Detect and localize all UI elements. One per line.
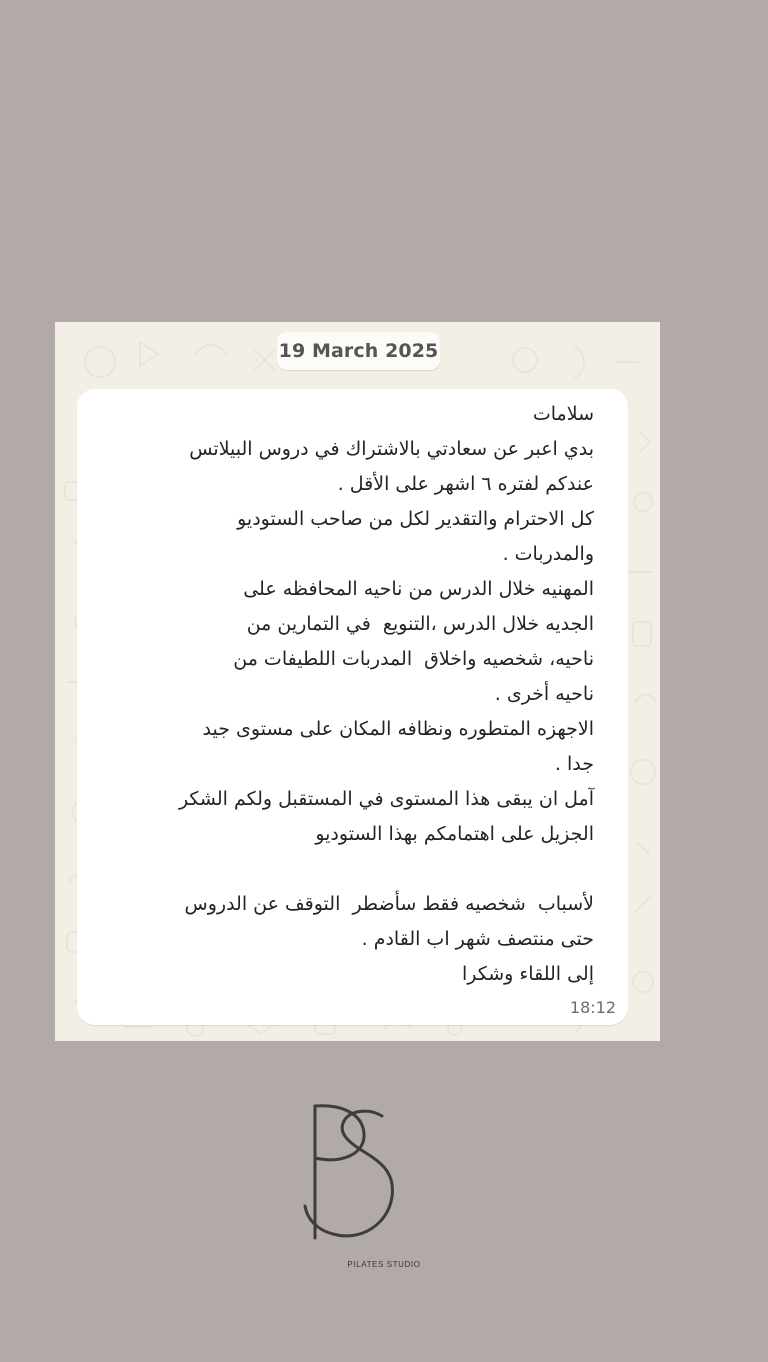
logo-caption: PILATES STUDIO: [347, 1260, 421, 1269]
studio-logo: [0, 1098, 768, 1278]
date-chip: 19 March 2025: [277, 332, 440, 370]
message-text: سلامات بدي اعبر عن سعادتي بالاشتراك في دروس البيلاتس عندكم لفتره ٦ اشهر على الأقل . كل الاحترام والتقدير لكل من صاحب الستوديو والمدربات . المهنيه خلال الدرس من ناحيه المحافظه على الجديه خلال الدرس ،التنويع في التمارين من ناحيه، شخصيه واخلاق المدربات اللطيفات من ناحيه أخرى . الاجهزه المتطوره ونظافه المكان على مستوى جيد جدا . آمل ان يبقى هذا المستوى في المستقبل ولكم الشكر الجزيل على اهتمامكم بهذا الستوديو لأسباب شخصيه فقط سأضطر التوقف عن الدروس حتى منتصف شهر اب القادم . إلى اللقاء وشكرا: [178, 403, 594, 985]
ps-monogram-icon: [287, 1098, 407, 1253]
message-time: 18:12: [569, 998, 616, 1017]
chat-screenshot: [55, 322, 660, 1041]
message-bubble[interactable]: [77, 389, 628, 1025]
